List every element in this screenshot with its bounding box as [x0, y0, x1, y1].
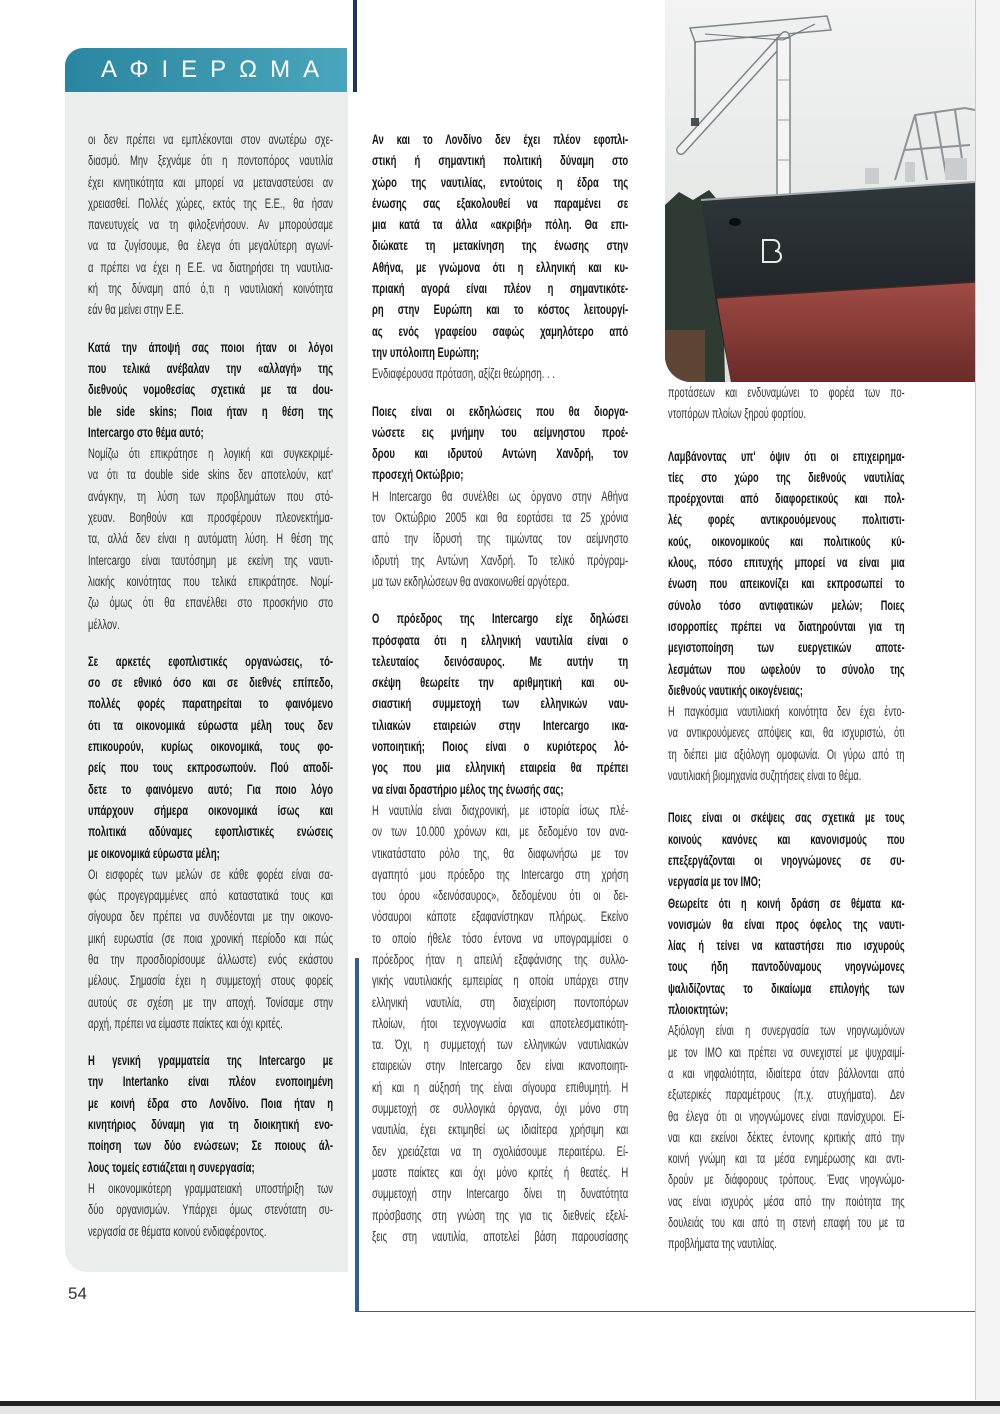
- text-line: τα, αλλά δεν είναι η αυτόματη λύση. Η θέση της: [88, 531, 333, 547]
- text-line: να αντικρουόμενες απόψεις και, θα ισχυριστώ, ότι: [668, 725, 905, 741]
- text-line: κούς, οικονομικούς και πολιτικούς κύ-: [668, 533, 905, 549]
- text-line: χευαν. Βοηθούν και προσφέρουν πλεονεκτήμα-: [88, 510, 333, 526]
- text-line: Λαμβάνοντας υπ' όψιν ότι οι επιχειρημα-: [668, 448, 905, 464]
- text-line: πολιτικά αδύναμες εφοπλιστικές ενώσεις: [88, 824, 333, 840]
- text-line: νεργασία με τον ΙΜΟ;: [668, 874, 761, 890]
- text-line: νώσετε εις μνήμην του αείμνηστου προέ-: [372, 424, 629, 440]
- interview-answer: [372, 800, 628, 1247]
- text-line: Η παγκόσμια ναυτιλιακή κοινότητα δεν έχει έντο-: [668, 704, 905, 720]
- text-line: το οποίο ήθελε τόσο έντονα να υπογραμμίσει ο: [372, 930, 629, 946]
- text-line: υπάρχουν σήμερα οικονομικά ίσως και: [88, 802, 333, 818]
- text-line: να τα ζυγίσουμε, θα έλεγα ότι μεγαλύτερη αγωνί-: [88, 238, 333, 254]
- text-line: εάν θα μείνει στην Ε.Ε.: [88, 302, 184, 318]
- text-line: εταιρειών στην Intercargo δεν είναι ικανοποιητι-: [372, 1058, 629, 1074]
- text-line: προέρχονται από διαφορετικούς και πολ-: [668, 491, 905, 507]
- text-line: κή και η αύξησή της είναι σίγουρα επιθυμητή. Η: [372, 1079, 629, 1095]
- text-line: Η ναυτιλία είναι διαχρονική, με ιστορία ίσως πλέ-: [372, 802, 629, 818]
- text-line: ανάγκην, τη λύση των προβλημάτων που στό-: [88, 488, 333, 504]
- hawse-pipe: [729, 218, 741, 226]
- text-line: την υπόλοιπη Ευρώπη;: [372, 344, 480, 360]
- text-line: μέλλον.: [88, 616, 120, 632]
- text-line: με τον ΙΜΟ και πρέπει να συνεχιστεί με ψυχραιμί-: [668, 1044, 905, 1060]
- text-line: ας ενός γραφείου σαφώς χαμηλότερο από: [372, 323, 629, 339]
- text-line: τίες στο χώρο της διεθνούς ναυτιλίας: [668, 469, 905, 485]
- interview-question: [88, 1050, 333, 1178]
- vertical-rule-bottom: [355, 958, 359, 1312]
- text-line: πλοίων, ήτοι τεχνογνωσία και αποτελεσματικότη-: [372, 1015, 629, 1031]
- section-title: ΑΦΙΕΡΩΜΑ: [101, 56, 333, 83]
- text-line: ισορροπίες πρέπει να διατηρούνται για τη: [668, 618, 905, 634]
- text-line: Αξιόλογη είναι η συνεργασία των νηογνωμόνων: [668, 1023, 905, 1039]
- page-number: 54: [68, 1284, 87, 1303]
- text-line: συμμετοχή στην Intercargo δίνει τη δυνατότητα: [372, 1186, 629, 1202]
- text-line: ντικατάστατο ρόλο της, θα διαφωνήσω με τον: [372, 845, 629, 861]
- text-line: θα έλεγα ότι οι νηογνώμονες είναι πανίσχυροι. Εί-: [668, 1108, 905, 1124]
- ship-illustration: [665, 0, 975, 382]
- text-line: σίγουρα δεν πρέπει να συνδέονται με την οικονο-: [88, 909, 333, 925]
- text-line: με οικονομικά εύρωστα μέλη;: [88, 845, 220, 861]
- interview-answer: [88, 443, 333, 635]
- text-line: Η οικονομικότερη γραμματειακή υποστήριξη των: [88, 1180, 333, 1196]
- text-line: πριακή αγορά είναι πλέον η σημαντικότε-: [372, 281, 629, 297]
- text-line: μεγιστοποίηση των ευεργετικών αποτε-: [668, 640, 905, 656]
- text-line: διασμό. Μην ξεχνάμε ότι η ποντοπόρος ναυτιλία: [88, 153, 333, 169]
- text-line: πρόεδρος ήταν η απειλή εξαφάνισης της συλλο-: [372, 951, 629, 967]
- text-line: Ποιες είναι οι σκέψεις σας σχετικά με τους: [668, 810, 905, 826]
- text-line: γος που μια ελληνική εταιρεία θα πρέπει: [372, 760, 629, 776]
- text-line: χρειασθεί. Πολλές χώρες, εκτός της Ε.Ε., θα ήσαν: [88, 195, 333, 211]
- text-line: αυτούς σε σχέση με την αποχή. Τονίσαμε στην: [88, 994, 333, 1010]
- text-line: επεξεργάζονται οι νηογνώμονες σε συ-: [668, 852, 905, 868]
- text-line: λές φορές αντικρουόμενους πολιτιστι-: [668, 512, 905, 528]
- text-line: κινητήριος δύναμη για τη διοικητική ενο-: [88, 1117, 333, 1133]
- interview-question: [668, 893, 905, 1021]
- column-3-text: [668, 382, 905, 1255]
- text-line: ρείς που τους εκπροσωπούν. Πού αποδί-: [88, 760, 333, 776]
- text-line: ένωσης σας εξακολουθεί να παραμένει σε: [372, 195, 629, 211]
- text-line: δρου και ιδρυτού Αντώνη Χανδρή, τον: [372, 446, 629, 462]
- text-line: σιαστική συμμετοχή των ελληνικών ναυ-: [372, 696, 629, 712]
- text-line: του όρου «δεινόσαυρος», δεδομένου ότι οι δει-: [372, 888, 629, 904]
- interview-question: [372, 608, 628, 800]
- text-line: ψαλιδίζοντας το δικαίωμα επιλογής των: [668, 980, 905, 996]
- vertical-rule-top: [353, 0, 357, 92]
- text-line: ον των 10.000 χρόνων και, με δεδομένο τον ανα-: [372, 824, 629, 840]
- interview-question: [668, 807, 905, 892]
- text-line: νονισμών θα είναι προς όφελος της ναυτι-: [668, 916, 905, 932]
- text-line: προτάσεων και ενδυναμώνει το φορέα των πο-: [668, 385, 905, 400]
- text-line: Ποιες είναι οι εκδηλώσεις που θα διοργα-: [372, 403, 629, 419]
- text-line: Κατά την άποψή σας ποιοι ήταν οι λόγοι: [88, 339, 333, 355]
- text-line: Θεωρείτε ότι η κοινή δράση σε θέματα κα-: [668, 895, 905, 911]
- text-line: κοινή γνώμη και τα μέσα ενημέρωσης και αντι-: [668, 1151, 905, 1167]
- text-line: δεν χρειάζεται να τη σχολιάσουμε περαιτέρω. Εί-: [372, 1143, 629, 1159]
- text-line: ναι και εκείνοι δέκτες έντονης κριτικής από την: [668, 1129, 905, 1145]
- text-line: α και νηφαλιότητα, ιδιαίτερα όταν βάλλονται από: [668, 1065, 905, 1081]
- text-line: κή της δύναμη από ό,τι η ναυτιλιακή κοινότητα: [88, 281, 333, 297]
- text-line: που τελικά ανέβαλαν την «αλλαγή» της: [88, 360, 333, 376]
- text-line: Οι εισφορές των μελών σε κάθε φορέα είναι σα-: [88, 866, 333, 882]
- text-line: να είναι δραστήριο μέλος της ένωσής σας;: [372, 781, 564, 797]
- text-line: κοινούς κανόνες και κανονισμούς που: [668, 831, 905, 847]
- interview-question: [88, 651, 333, 864]
- text-line: νόσαυροι κάποτε εξαφανίστηκαν πλήρως. Εκείνο: [372, 909, 629, 925]
- scan-bottom-strip: [0, 1406, 1000, 1414]
- interview-question: [88, 337, 333, 443]
- text-line: ελληνική ναυτιλία, στη διαχείριση ποντοπόρων: [372, 994, 629, 1010]
- interview-answer: [372, 363, 628, 384]
- interview-question: [372, 129, 628, 363]
- text-line: στική ή σημαντική πολιτική δύναμη στο: [372, 153, 629, 169]
- text-line: οι δεν πρέπει να εμπλέκονται στον ανωτέρω σχε-: [88, 132, 333, 147]
- text-line: ιδρυτή της Αντώνη Χανδρή. Το τελικό πρόγραμ-: [372, 552, 629, 568]
- scan-right-margin: [975, 0, 1000, 1400]
- text-line: μια κατά τα άλλα «ακριβή» πόλη. Θα επι-: [372, 217, 629, 233]
- text-line: τιλιακών εταιρειών στην Intercargo ικα-: [372, 717, 629, 733]
- text-line: σύνολο τόσο αντιφατικών μελών; Ποιες: [668, 597, 905, 613]
- text-line: έχει κινητικότητα και μπορεί να μεταναστεύσει αν: [88, 174, 333, 190]
- interview-answer: [88, 864, 333, 1034]
- text-column-2: [372, 129, 628, 1247]
- text-line: γικής ναυτιλιακής εμπειρίας η οποία υπάρχει στην: [372, 973, 629, 989]
- text-line: πρόσφατα ότι η ελληνική ναυτιλία είναι ο: [372, 632, 629, 648]
- text-line: Η Intercargo θα συνέλθει ως όργανο στην Αθήνα: [372, 488, 629, 504]
- interview-answer: [88, 1178, 333, 1242]
- interview-question: [668, 446, 905, 702]
- text-line: νεργασία σε θέματα κοινού ενδιαφέροντος.: [88, 1223, 267, 1239]
- text-line: δύο οργανισμών. Υπάρχει όμως στενότατη συ-: [88, 1202, 333, 1218]
- text-line: ξεις στη ναυτιλία, αποτελεί βάση παρουσίασης: [372, 1228, 629, 1244]
- text-line: θα την προσδιορίσουμε άλλωστε) ενός εκάστου: [88, 951, 333, 967]
- text-line: επικουρούν, κυρίως οικονομικά, τους φο-: [88, 739, 333, 755]
- text-line: ντοπόρων πλοίων ξηρού φορτίου.: [668, 406, 806, 422]
- text-line: αρχή, πρέπει να είμαστε παίκτες και όχι κριτές.: [88, 1015, 283, 1031]
- text-line: δετε το φαινόμενο αυτό; Για ποιο λόγο: [88, 781, 333, 797]
- text-line: λιακής κοινότητας που τελικά επικράτησε. Νομί-: [88, 573, 333, 589]
- text-line: Σε αρκετές εφοπλιστικές οργανώσεις, τό-: [88, 653, 333, 669]
- text-column-3: [668, 382, 905, 1255]
- text-line: αγαπητό μου πρόεδρο της Intercargo στη χρήση: [372, 866, 629, 882]
- text-line: ότι τα οικονομικά εύρωστα μέλη τους δεν: [88, 717, 333, 733]
- text-line: με κοινή έδρα στο Λονδίνο. Ποια ήταν η: [88, 1095, 333, 1111]
- text-line: Intercargo είναι ταυτόσημη με εκείνη της ναυτι-: [88, 552, 333, 568]
- text-line: ένωση που απεικονίζει και εκπροσωπεί το: [668, 576, 905, 592]
- text-line: α πρέπει να έχει η Ε.Ε. να διατηρήσει τη ναυτιλια-: [88, 259, 333, 275]
- cargo-ship-photo: [665, 0, 975, 382]
- text-line: να ότι τα double side skins δεν αποτελούν, κατ': [88, 467, 333, 483]
- text-line: Αθήνα, με γνώμονα ότι η ελληνική και κυ-: [372, 259, 629, 275]
- column-2-text: [372, 129, 628, 1247]
- text-line: κλους, πόσο επιτυχής μπορεί να είναι μια: [668, 555, 905, 571]
- text-line: Η γενική γραμματεία της Intercargo με: [88, 1053, 333, 1069]
- text-line: διώκατε τη μετακίνηση της ένωσης στην: [372, 238, 629, 254]
- text-line: τον Οκτώβριο 2005 και θα εορτάσει τα 25 χρόνια: [372, 510, 629, 526]
- text-line: δουλειάς του και από τη στενή επαφή του με τα: [668, 1214, 905, 1230]
- text-line: λους τομείς εστιάζεται η συνεργασία;: [88, 1159, 255, 1175]
- text-line: μα των εκδηλώσεων θα ανακοινωθεί αργότερα.: [372, 573, 570, 589]
- text-line: τη διέπει μια αξιόλογη ομοφωνία. Οι γύρω από τη: [668, 746, 905, 762]
- text-line: προσεχή Οκτώβριο;: [372, 467, 464, 483]
- dock-structure: [665, 330, 705, 382]
- text-line: προβλήματα της ναυτιλίας.: [668, 1236, 777, 1252]
- text-line: ζω όμως ότι θα επανέλθει στο προσκήνιο στο: [88, 595, 333, 611]
- text-line: Αν και το Λονδίνο δεν έχει πλέον εφοπλι-: [372, 132, 629, 147]
- text-line: χώρο της ναυτιλίας, εντούτοις η έδρα της: [372, 174, 629, 190]
- interview-answer: [88, 129, 333, 321]
- text-line: λεσμάτων που ωφελούν το σύνολο της: [668, 661, 905, 677]
- interview-answer: [668, 1020, 905, 1254]
- text-line: σκέψη θεωρείτε την αριθμητική και ου-: [372, 675, 629, 691]
- column-1-text: [88, 129, 333, 1242]
- text-column-1: [88, 129, 333, 1242]
- text-line: ποίηση των δύο ενώσεων; Σε ποιους άλ-: [88, 1138, 333, 1154]
- interview-answer: [668, 382, 905, 425]
- text-line: εξωτερικές παραμέτρους (π.χ. ατυχήματα). Δεν: [668, 1087, 905, 1103]
- text-line: ναυτιλιακή βιομηχανία συζητήσεις είναι το θέμα.: [668, 768, 862, 784]
- text-line: νοποιητική; Ποιος είναι ο κυριότερος λό-: [372, 739, 629, 755]
- text-line: τελευταίος δεινόσαυρος. Με αυτήν τη: [372, 653, 629, 669]
- text-line: από την ίδρυσή της τιμώντας τον αείμνηστο: [372, 531, 629, 547]
- text-line: συμμετοχή σε συλλογικά όργανα, όχι μόνο στη: [372, 1101, 629, 1117]
- text-line: Ο πρόεδρος της Intercargo είχε δηλώσει: [372, 611, 629, 627]
- text-line: λίας ή τείνει να καταστήσει πιο ισχυρούς: [668, 938, 905, 954]
- text-line: Intercargo στο θέμα αυτό;: [88, 424, 204, 440]
- text-line: διεθνούς ναυτικής οικογένειας;: [668, 682, 803, 698]
- text-line: πολλές φορές παρατηρείται το φαινόμενο: [88, 696, 333, 712]
- text-line: φώς προγεγραμμένες από καταστατικά τους και: [88, 888, 333, 904]
- ship-bottom-paint: [717, 282, 975, 382]
- text-line: πρόσβασης στη γνώση της για τις διεθνείς εξελί-: [372, 1207, 629, 1223]
- interview-answer: [372, 486, 628, 592]
- text-line: μέλους. Σημασία έχει η συμμετοχή στους φορείς: [88, 973, 333, 989]
- interview-question: [372, 401, 628, 486]
- text-line: την Intertanko είναι πλέον ενοποιημένη: [88, 1074, 333, 1090]
- text-line: ναυτιλία, έχει εκτιμηθεί ως ιδιαίτερα χρήσιμη και: [372, 1122, 629, 1138]
- text-line: μική ευρωστία (σε ποια χρονική περίοδο και πώς: [88, 930, 333, 946]
- section-header-tab: [65, 48, 347, 92]
- text-line: Ενδιαφέρουσα πρόταση, αξίζει θεώρηση. . .: [372, 366, 555, 382]
- text-line: τους ήδη παντοδύναμους νηογνώμονες: [668, 959, 905, 975]
- text-line: πλοιοκτητών;: [668, 1002, 729, 1018]
- interview-answer: [668, 701, 905, 786]
- footer-rule: [355, 1311, 975, 1312]
- text-line: ρη στην Ευρώπη και το κόστος λειτουργί-: [372, 302, 629, 318]
- text-line: ble side skins; Ποια ήταν η θέση της: [88, 403, 333, 419]
- text-line: μαστε παίκτες και όχι μόνο κριτές ή θεατές. Η: [372, 1164, 629, 1180]
- text-line: Νομίζω ότι επικράτησε η λογική και συγκεκριμέ-: [88, 446, 333, 462]
- text-line: δρούν με διάφορους τρόπους. Ένας νηογνώμο-: [668, 1172, 905, 1188]
- text-line: διεθνούς νομοθεσίας σχετικά με τα dou-: [88, 382, 333, 398]
- text-line: τα. Όχι, η συμμετοχή των ελληνικών ναυτιλιακών: [372, 1037, 629, 1053]
- text-line: πανευτυχείς να τη φιλοξενήσουν. Αν μπορούσαμε: [88, 217, 333, 233]
- text-line: σο σε εθνικό όσο και σε διεθνές επίπεδο,: [88, 675, 333, 691]
- text-line: νας είναι ισχυρός μέσα από την ποιότητα της: [668, 1193, 905, 1209]
